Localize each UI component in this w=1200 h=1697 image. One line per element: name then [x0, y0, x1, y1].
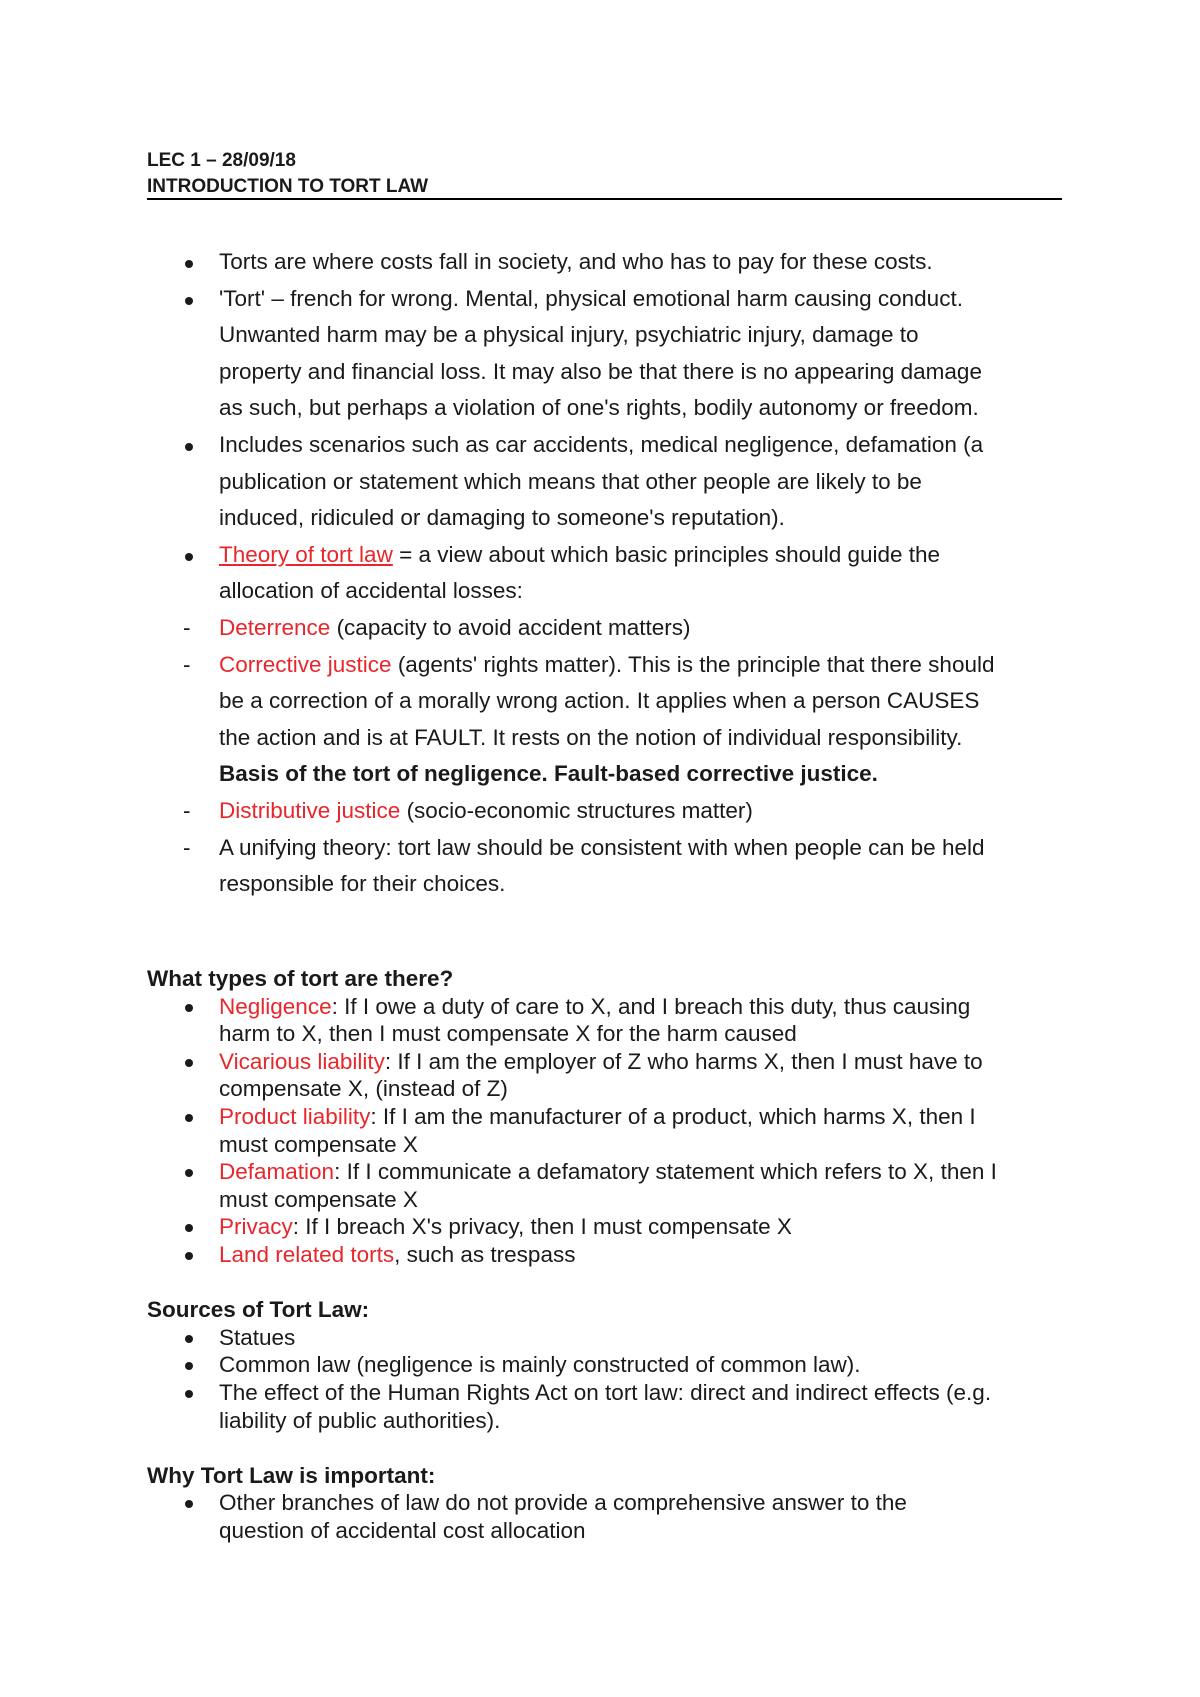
bullet-icon	[185, 443, 193, 451]
bullet-icon	[185, 1059, 193, 1067]
list-item: - Corrective justice (agents' rights matter). This is the principle that there should be a correction of a morally wrong action. It applies when a person CAUSES the action and is at FAULT. It rests on the notion of individual responsibility. Basis of the tort of negligence. Fault-based corrective justice.	[147, 647, 1072, 793]
list-item: - Distributive justice (socio-economic structures matter)	[147, 793, 1072, 830]
bullet-icon	[185, 1335, 193, 1343]
bullet-icon	[185, 1362, 193, 1370]
theory-term: Theory of tort law	[219, 541, 393, 567]
list-item: Statues	[147, 1324, 1072, 1352]
bold-note: Basis of the tort of negligence. Fault-based corrective justice.	[219, 761, 878, 787]
bullet-icon	[185, 1004, 193, 1012]
dash-marker: -	[183, 797, 191, 823]
list-item: Torts are where costs fall in society, and who has to pay for these costs.	[147, 244, 1072, 281]
distributive-justice-term: Distributive justice	[219, 797, 401, 823]
bullet-icon	[185, 260, 193, 268]
bullet-icon	[185, 1169, 193, 1177]
list-item: - Deterrence (capacity to avoid accident matters)	[147, 610, 1072, 647]
list-item: Negligence: If I owe a duty of care to X, and I breach this duty, thus causing harm to X, then I must compensate X for the harm caused	[147, 993, 1072, 1048]
list-item: - A unifying theory: tort law should be consistent with when people can be held responsible for their choices.	[147, 830, 1072, 903]
list-item: The effect of the Human Rights Act on tort law: direct and indirect effects (e.g. liability of public authorities).	[147, 1379, 1072, 1434]
bullet-icon	[185, 1252, 193, 1260]
dash-marker: -	[183, 834, 191, 860]
list-item: Theory of tort law = a view about which basic principles should guide the allocation of accidental losses:	[147, 537, 1072, 610]
corrective-justice-term: Corrective justice	[219, 651, 392, 677]
dash-marker: -	[183, 614, 191, 640]
list-item: Land related torts, such as trespass	[147, 1241, 1072, 1269]
intro-section	[147, 244, 1072, 903]
list-item: Privacy: If I breach X's privacy, then I must compensate X	[147, 1213, 1072, 1241]
list-item: Defamation: If I communicate a defamatory statement which refers to X, then I must compensate X	[147, 1158, 1072, 1213]
bullet-icon	[185, 1390, 193, 1398]
list-item: 'Tort' – french for wrong. Mental, physical emotional harm causing conduct. Unwanted harm may be a physical injury, psychiatric injury, damage to property and financial loss. It may also be that there is no appearing damage as such, but perhaps a violation of one's rights, bodily autonomy or freedom.	[147, 281, 1072, 427]
dash-marker: -	[183, 651, 191, 677]
lecture-date: LEC 1 – 28/09/18	[147, 150, 296, 171]
lecture-title: INTRODUCTION TO TORT LAW	[147, 176, 429, 197]
bullet-icon	[185, 1224, 193, 1232]
section-heading: Why Tort Law is important:	[147, 1462, 436, 1488]
bullet-icon	[185, 1114, 193, 1122]
bullet-icon	[185, 1500, 193, 1508]
list-item: Includes scenarios such as car accidents, medical negligence, defamation (a publication or statement which means that other people are likely to be induced, ridiculed or damaging to someone's reputation).	[147, 427, 1072, 537]
list-item: Other branches of law do not provide a comprehensive answer to the question of accidental cost allocation	[147, 1489, 1072, 1544]
list-item: Vicarious liability: If I am the employer of Z who harms X, then I must have to compensate X, (instead of Z)	[147, 1048, 1072, 1103]
lecture-header	[147, 148, 1062, 200]
deterrence-term: Deterrence	[219, 614, 331, 640]
bullet-icon	[185, 553, 193, 561]
list-item: Product liability: If I am the manufacturer of a product, which harms X, then I must compensate X	[147, 1103, 1072, 1158]
tort-types-section	[147, 965, 1072, 1544]
bullet-icon	[185, 297, 193, 305]
list-item: Common law (negligence is mainly constructed of common law).	[147, 1351, 1072, 1379]
header-rule	[147, 198, 1062, 200]
section-heading: Sources of Tort Law:	[147, 1297, 370, 1323]
section-heading: What types of tort are there?	[147, 966, 454, 991]
